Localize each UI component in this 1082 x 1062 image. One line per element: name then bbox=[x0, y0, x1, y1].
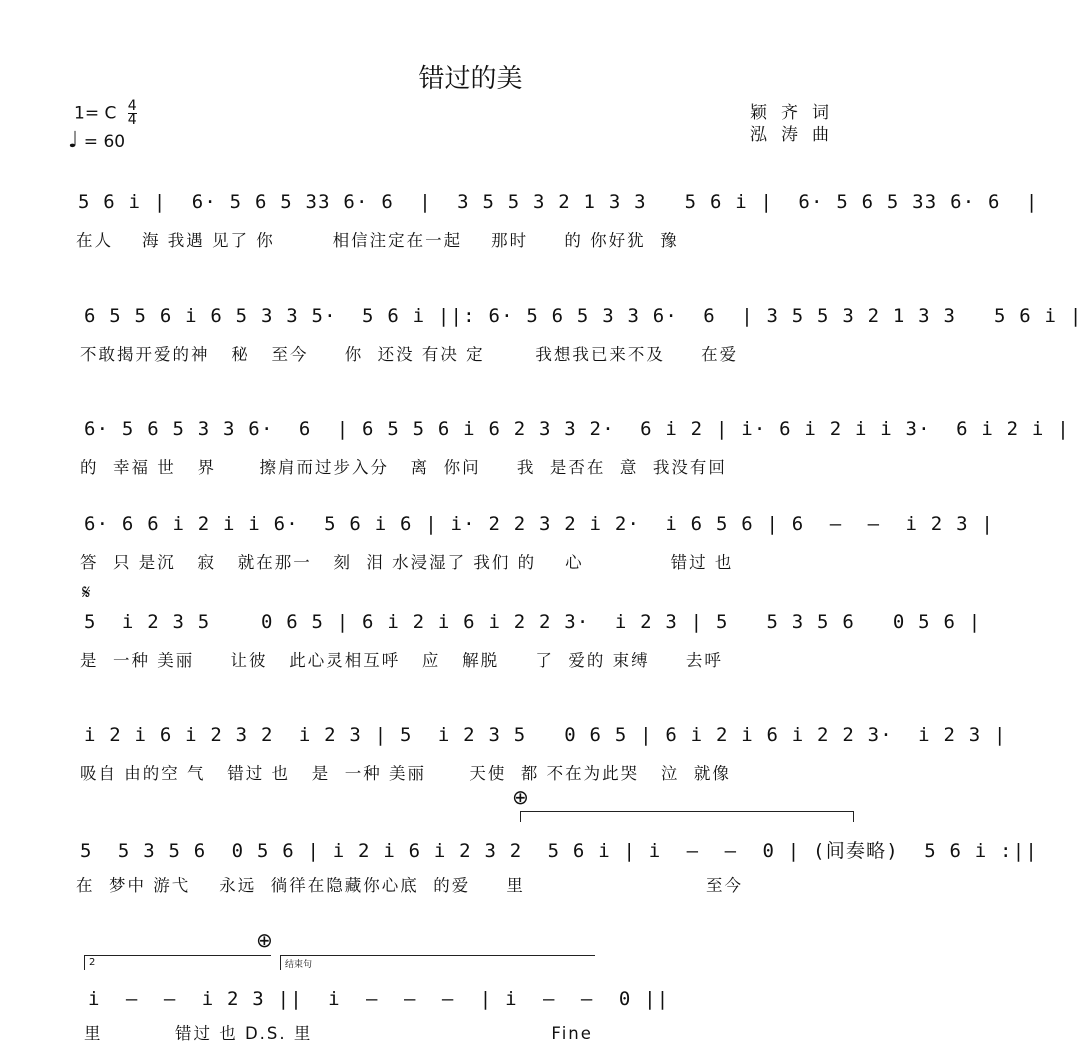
key-signature bbox=[74, 100, 137, 127]
staff-system-1 bbox=[0, 183, 1039, 253]
jianpu-notes: 6· 5 6 5 3 3 6· 6 | 6 5 5 6 i 6 2 3 3 2· 6 i 2 | i· 6 i 2 i i 3· 6 i 2 i | bbox=[84, 418, 1070, 440]
jianpu-notes: 6 5 5 6 i 6 5 3 3 5· 5 6 i ||: 6· 5 6 5 3 3 6· 6 | 3 5 5 3 2 1 3 3 5 6 i | bbox=[84, 305, 1082, 327]
volta-bracket bbox=[520, 811, 854, 822]
lyric-text: 里 错过 也 D.S. 里 Fine bbox=[84, 1024, 593, 1043]
lyric-text: 在人 海 我遇 见了 你 相信注定在一起 那时 的 你好犹 豫 bbox=[76, 231, 679, 250]
lyrics-row bbox=[0, 227, 941, 251]
notes-row bbox=[0, 980, 941, 1020]
notes-row bbox=[0, 505, 995, 545]
notes-row bbox=[0, 603, 982, 643]
lyric-text: 是 一种 美丽 让彼 此心灵相互呼 应 解脱 了 爱的 束缚 去呼 bbox=[80, 651, 723, 670]
staff-system-8 bbox=[0, 980, 941, 1062]
time-bottom: 4 bbox=[127, 112, 137, 128]
lyric-text: 的 幸福 世 界 擦肩而过步入分 离 你问 我 是否在 意 我没有回 bbox=[80, 458, 727, 477]
lyrics-row bbox=[0, 549, 941, 573]
ending-label: 结束句 bbox=[285, 960, 313, 970]
jianpu-notes: 6· 6 6 i 2 i i 6· 5 6 i 6 | i· 2 2 3 2 i 2· i 6 5 6 | 6 — — i 2 3 | bbox=[84, 513, 995, 535]
volta-number: 2 bbox=[89, 957, 96, 968]
composer: 泓涛曲 bbox=[750, 125, 843, 145]
lyrics-row bbox=[0, 647, 941, 671]
quarter-note-icon: ♩ bbox=[68, 128, 79, 153]
lyric-text: 不敢揭开爱的神 秘 至今 你 还没 有决 定 我想我已来不及 在爱 bbox=[80, 345, 739, 364]
notes-row bbox=[0, 183, 1039, 223]
staff-system-6 bbox=[0, 716, 1007, 786]
jianpu-notes: 5 6 i | 6· 5 6 5 33 6· 6 | 3 5 5 3 2 1 3 3 5 6 i | 6· 5 6 5 33 6· 6 | bbox=[78, 191, 1039, 213]
lyric-text: 在 梦中 游弋 永远 徜徉在隐藏你心底 的爱 里 至今 bbox=[76, 876, 744, 895]
segno-icon: 𝄋 bbox=[82, 580, 91, 604]
lyricist: 颖齐词 bbox=[750, 103, 843, 123]
jianpu-notes: 5 i 2 3 5 0 6 5 | 6 i 2 i 6 i 2 2 3· i 2 3 | 5 5 3 5 6 0 5 6 | bbox=[84, 611, 982, 633]
volta-ending-2 bbox=[84, 955, 271, 970]
lyrics-row bbox=[0, 341, 941, 365]
time-top: 4 bbox=[127, 98, 137, 114]
staff-system-2 bbox=[0, 297, 1082, 367]
ending-bracket bbox=[280, 955, 595, 970]
key-label: 1= C bbox=[74, 103, 117, 124]
tempo-value: = 60 bbox=[83, 132, 126, 152]
staff-system-3 bbox=[0, 410, 1070, 480]
lyrics-row bbox=[0, 454, 941, 478]
notes-row bbox=[0, 297, 1082, 337]
tempo-marking bbox=[68, 128, 125, 155]
notes-row bbox=[0, 828, 1038, 868]
jianpu-notes: 5 5 3 5 6 0 5 6 | i 2 i 6 i 2 3 2 5 6 i | i — — 0 | (间奏略) 5 6 i :|| bbox=[80, 840, 1038, 862]
lyrics-row bbox=[0, 872, 941, 896]
lyric-text: 吸自 由的空 气 错过 也 是 一种 美丽 天使 都 不在为此哭 泣 就像 bbox=[80, 764, 731, 783]
lyrics-row bbox=[0, 1020, 941, 1044]
notes-row bbox=[0, 410, 1070, 450]
jianpu-notes: i — — i 2 3 || i — — — | i — — 0 || bbox=[88, 988, 670, 1010]
coda-icon: ⊕ bbox=[256, 928, 273, 952]
time-signature bbox=[128, 100, 137, 127]
staff-system-7 bbox=[0, 828, 1038, 898]
notes-row bbox=[0, 716, 1007, 756]
staff-system-4 bbox=[0, 505, 995, 575]
staff-system-5 bbox=[0, 603, 982, 673]
lyrics-row bbox=[0, 760, 941, 784]
coda-icon: ⊕ bbox=[512, 785, 529, 809]
jianpu-notes: i 2 i 6 i 2 3 2 i 2 3 | 5 i 2 3 5 0 6 5 | 6 i 2 i 6 i 2 2 3· i 2 3 | bbox=[84, 724, 1007, 746]
song-title: 错过的美 bbox=[418, 64, 523, 94]
lyric-text: 答 只 是沉 寂 就在那一 刻 泪 水浸湿了 我们 的 心 错过 也 bbox=[80, 553, 734, 572]
